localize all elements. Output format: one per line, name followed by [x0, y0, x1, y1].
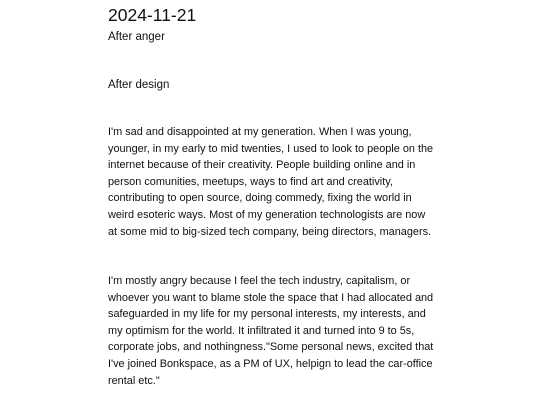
paragraph-anger: I'm mostly angry because I feel the tech industry, capitalism, or whoever you want to blame stole the space that I had allocated and safeguarded in my life for my personal interests, my interests, and my optimism for the world. It infiltrated it and turned into 9 to 5s, corporate jobs, and nothingness."Some personal news, excited that I've joined Bonkspace, as a PM of UX, helpign to lead the car-office rental etc.": [108, 275, 434, 387]
post-subtitle: After anger: [108, 31, 165, 43]
paragraph-generation: I'm sad and disappointed at my generation. When I was young, younger, in my early to mid twenties, I used to look to people on the internet because of their creativity. People building online and in person comunities, meetups, ways to find art and creativity, contributing to open source, doing commedy, fixing the world in weird esoteric ways. Most of my generation technologists are now at some mid to big-sized tech company, being directors, managers.: [108, 126, 434, 238]
section-heading: After design: [108, 79, 170, 91]
post-date: 2024-11-21: [108, 5, 197, 25]
